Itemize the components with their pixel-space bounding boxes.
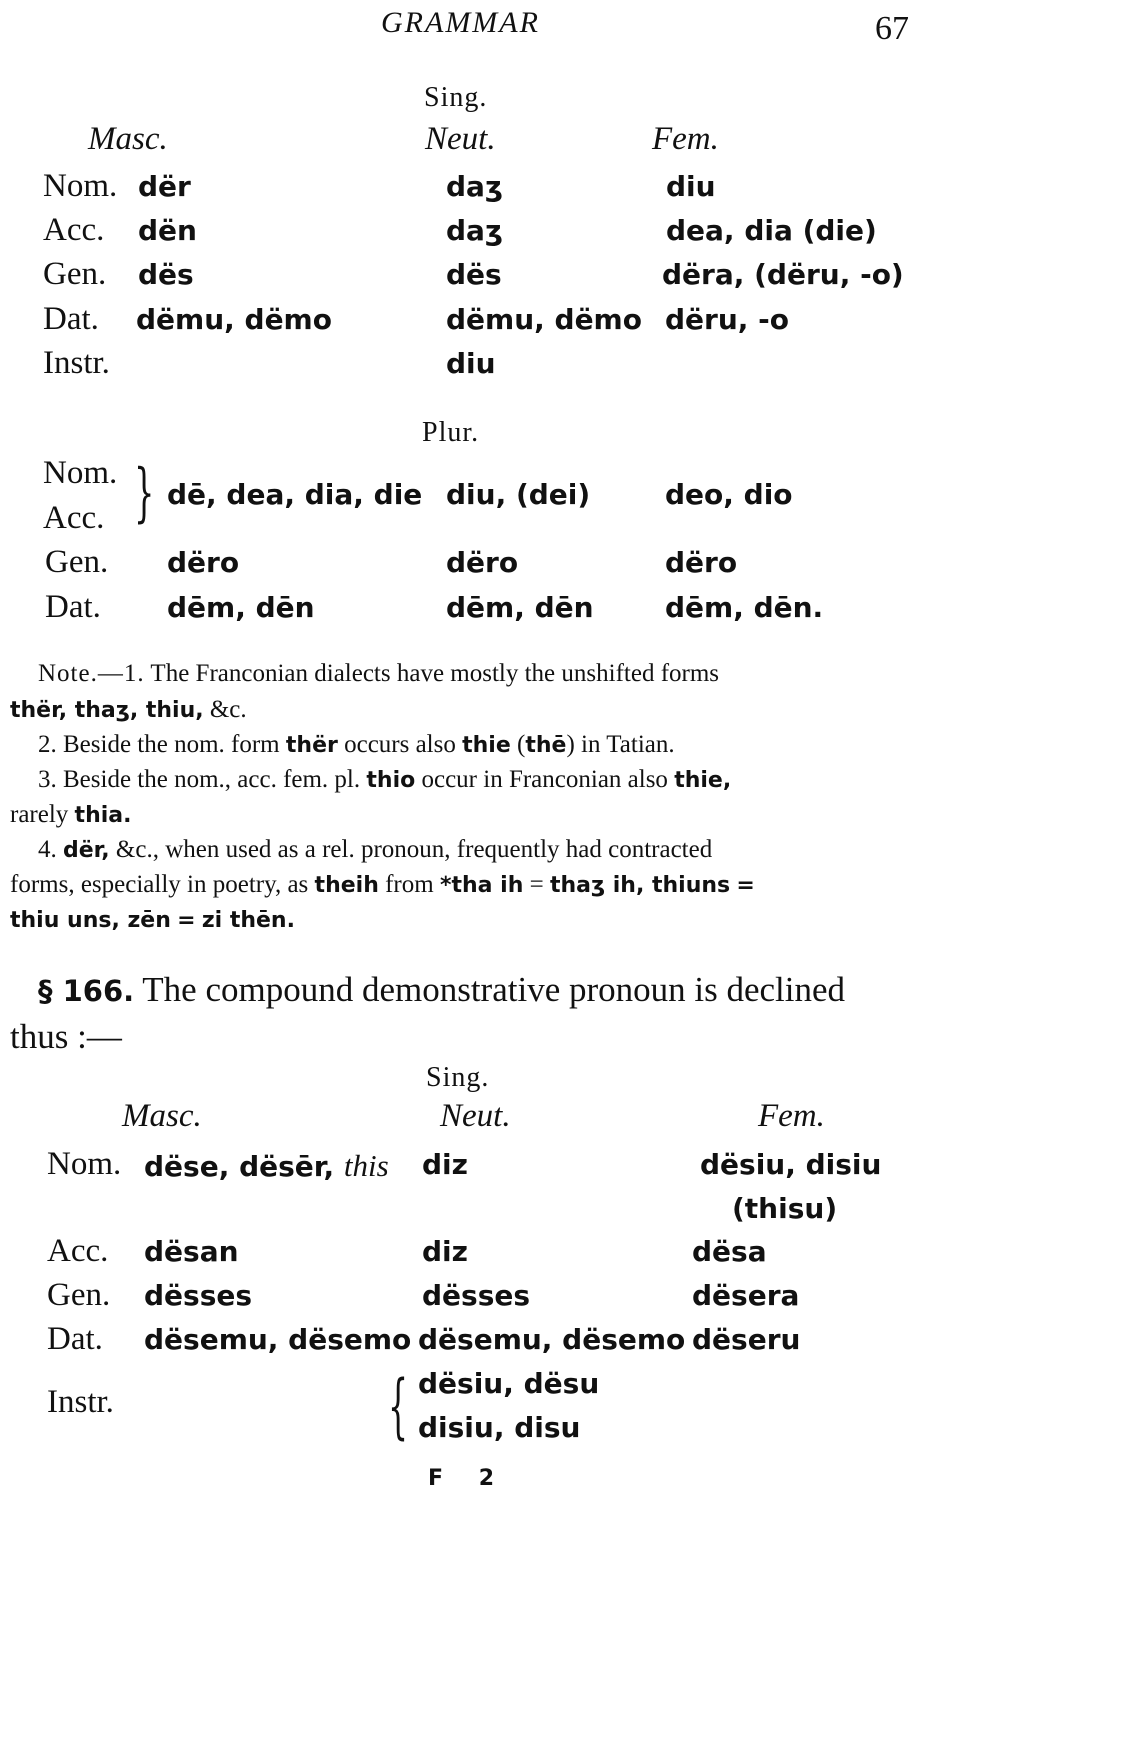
form-fem: dea, dia (die) xyxy=(666,214,877,247)
case-label: Nom. xyxy=(43,455,118,491)
page-number: 67 xyxy=(875,10,909,47)
form-fem: deo, dio xyxy=(665,478,793,511)
note-4-line-2 xyxy=(10,867,755,904)
form-masc: dësemu, dësemo xyxy=(144,1323,412,1356)
form-neut: dësemu, dësemo xyxy=(418,1323,686,1356)
form-fem: dëru, -o xyxy=(665,303,790,336)
note-4-form: = xyxy=(736,873,755,898)
note-3-text: rarely xyxy=(10,801,69,828)
col-fem: Fem. xyxy=(652,121,719,157)
col-fem: Fem. xyxy=(758,1098,825,1134)
form-fem: dëra, (dëru, -o) xyxy=(662,258,904,291)
form-instr: disiu, disu xyxy=(418,1411,581,1444)
note-4-form: dër, xyxy=(63,838,110,863)
note-4-form: *tha ih xyxy=(439,873,524,898)
form-neut: dēm, dēn xyxy=(446,591,594,624)
note-2-form: thē xyxy=(525,733,567,758)
note-2-form: thie xyxy=(462,733,511,758)
form-neut: diu, (dei) xyxy=(446,478,591,511)
note-4-text: = xyxy=(529,871,544,898)
note-1-text: The Franconian dialects have mostly the unshifted forms xyxy=(150,660,720,687)
note-1-line-1 xyxy=(38,656,719,692)
note-3-form: thio xyxy=(366,768,416,793)
note-3-form: thia. xyxy=(74,803,132,828)
form-neut: diu xyxy=(446,347,496,380)
section-text: thus :— xyxy=(10,1017,122,1056)
note-4-text: from xyxy=(385,871,434,898)
note-4-form: thaʒ ih, thiuns xyxy=(549,873,731,898)
case-label: Acc. xyxy=(43,212,105,248)
note-4-form: thiu uns, zēn xyxy=(10,908,171,933)
note-3-text: Beside the nom., acc. fem. pl. xyxy=(63,766,361,793)
form-masc: dën xyxy=(138,214,197,247)
form-neut: daʒ xyxy=(446,170,503,203)
form-masc: dēm, dēn xyxy=(167,591,315,624)
sing-label: Sing. xyxy=(424,82,488,113)
case-label: Instr. xyxy=(47,1384,114,1420)
col-neut: Neut. xyxy=(425,121,496,157)
case-label: Gen. xyxy=(45,544,109,580)
note-3-text: occur in Franconian also xyxy=(421,766,668,793)
form-fem: (thisu) xyxy=(732,1192,838,1225)
note-4-form: = xyxy=(177,908,196,933)
running-title: GRAMMAR xyxy=(381,6,540,39)
note-4-num: 4. xyxy=(38,836,57,863)
sing-label: Sing. xyxy=(426,1062,490,1093)
form-neut: diz xyxy=(422,1148,468,1181)
section-text: The compound demonstrative pronoun is declined xyxy=(142,970,846,1009)
form-masc xyxy=(144,1148,389,1184)
section-166-line-1 xyxy=(38,970,845,1010)
case-label: Dat. xyxy=(45,589,101,625)
plur-label: Plur. xyxy=(422,417,480,448)
form-fem: diu xyxy=(666,170,716,203)
case-label: Gen. xyxy=(47,1277,111,1313)
note-3-line-2 xyxy=(10,797,131,834)
form-neut: dëmu, dëmo xyxy=(446,303,642,336)
form-gloss: this xyxy=(343,1148,389,1183)
note-2 xyxy=(38,727,675,764)
note-2-form: thër xyxy=(285,733,338,758)
form-instr: dësiu, dësu xyxy=(418,1367,600,1400)
note-3-num: 3. xyxy=(38,766,57,793)
right-brace: } xyxy=(134,456,155,530)
form-neut: daʒ xyxy=(446,214,503,247)
case-label: Instr. xyxy=(43,345,110,381)
form-masc: dër xyxy=(138,170,191,203)
note-1-line-2 xyxy=(10,692,247,729)
form-neut: dës xyxy=(446,258,502,291)
form-masc: dëmu, dëmo xyxy=(136,303,332,336)
form-fem: dēm, dēn. xyxy=(665,591,824,624)
signature-mark: F 2 xyxy=(428,1466,508,1491)
left-brace: { xyxy=(388,1365,409,1447)
case-label: Dat. xyxy=(47,1321,103,1357)
note-4-line-3 xyxy=(10,902,295,939)
case-label: Nom. xyxy=(47,1146,122,1182)
note-1-forms: thër, thaʒ, thiu, xyxy=(10,698,204,723)
form-masc: dëro xyxy=(167,546,240,579)
note-4-line-1 xyxy=(38,832,712,869)
note-3-line-1 xyxy=(38,762,731,799)
note-4-text: &c., when used as a rel. pronoun, frequently had contracted xyxy=(115,836,713,863)
form-masc-text: dëse, dësēr, xyxy=(144,1150,335,1183)
form-neut: dësses xyxy=(422,1279,531,1312)
form-fem: dësera xyxy=(692,1279,800,1312)
form-masc: dësan xyxy=(144,1235,239,1268)
case-label: Nom. xyxy=(43,168,118,204)
case-label: Gen. xyxy=(43,256,107,292)
note-4-form: theih xyxy=(314,873,379,898)
col-masc: Masc. xyxy=(88,121,168,157)
note-2-text: Beside the nom. form xyxy=(63,731,280,758)
form-masc: dës xyxy=(138,258,194,291)
col-neut: Neut. xyxy=(440,1098,511,1134)
note-2-text: ( xyxy=(517,731,526,758)
form-fem: dëseru xyxy=(692,1323,801,1356)
note-2-text: ) in Tatian. xyxy=(566,731,675,758)
note-2-text: occurs also xyxy=(344,731,456,758)
note-2-num: 2. xyxy=(38,731,57,758)
form-fem: dësiu, disiu xyxy=(700,1148,882,1181)
form-neut: dëro xyxy=(446,546,519,579)
case-label: Acc. xyxy=(43,500,105,536)
note-4-text: forms, especially in poetry, as xyxy=(10,871,309,898)
form-fem: dëro xyxy=(665,546,738,579)
form-masc: dē, dea, dia, die xyxy=(167,478,423,511)
note-4-form: zi thēn. xyxy=(201,908,295,933)
col-masc: Masc. xyxy=(122,1098,202,1134)
note-1-head: Note.—1. xyxy=(38,660,145,687)
form-neut: diz xyxy=(422,1235,468,1268)
form-fem: dësa xyxy=(692,1235,767,1268)
case-label: Dat. xyxy=(43,301,99,337)
note-3-form: thie, xyxy=(674,768,732,793)
form-masc: dësses xyxy=(144,1279,253,1312)
section-number: § 166. xyxy=(38,974,135,1008)
case-label: Acc. xyxy=(47,1233,109,1269)
note-1-tail: &c. xyxy=(209,696,247,723)
